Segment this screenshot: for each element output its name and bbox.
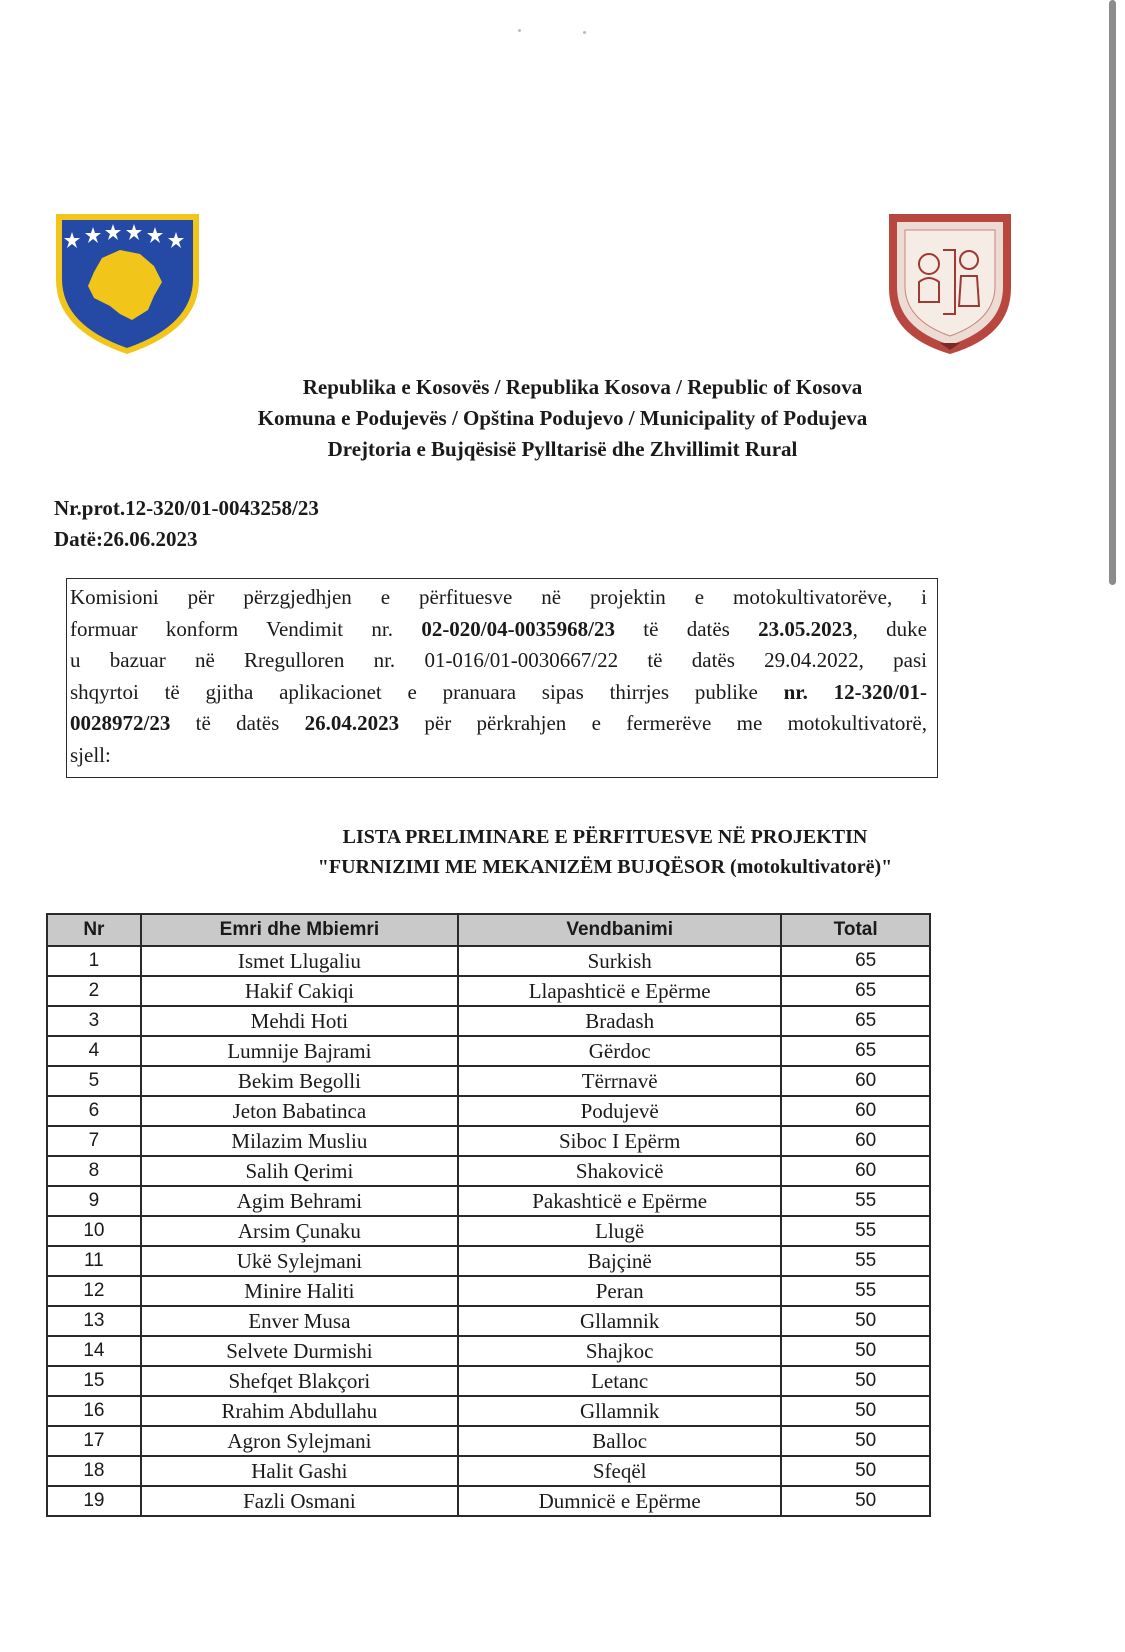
table-row [47,1366,930,1396]
cell-nr: 17 [47,1426,141,1456]
cell-residence: Tërrnavë [458,1066,781,1096]
cell-residence: Surkish [458,946,781,976]
table-row [47,1066,930,1096]
paragraph-text: formuar konform Vendimit nr. [70,616,422,641]
cell-name: Agron Sylejmani [141,1426,458,1456]
cell-total: 50 [781,1366,930,1396]
table-row [47,1096,930,1126]
cell-total: 65 [781,946,930,976]
paragraph-text: shqyrtoi të gjitha aplikacionet e pranuara sipas thirrjes publike [70,679,784,704]
list-subtitle: )" [874,856,893,878]
cell-residence: Sfeqël [458,1456,781,1486]
paragraph-text: për përkrahjen e fermerëve me motokultivatorë, [399,711,927,735]
cell-residence: Llapashticë e Epërme [458,976,781,1006]
cell-residence: Gllamnik [458,1306,781,1336]
cell-name: Halit Gashi [141,1456,458,1486]
cell-total: 50 [781,1426,930,1456]
table-row [47,1246,930,1276]
cell-nr: 7 [47,1126,141,1156]
decision-paragraph [66,578,938,778]
scan-speck [583,31,586,34]
cell-residence: Siboc I Epërm [458,1126,781,1156]
cell-name: Hakif Cakiqi [141,976,458,1006]
table-row [47,1006,930,1036]
list-title-line1: LISTA PRELIMINARE E PËRFITUESVE NË PROJEKTIN [342,826,868,848]
cell-name: Minire Haliti [141,1276,458,1306]
cell-residence: Balloc [458,1426,781,1456]
cell-name: Ismet Llugaliu [141,946,458,976]
cell-nr: 6 [47,1096,141,1126]
paragraph-line [70,677,927,709]
cell-residence: Llugë [458,1216,781,1246]
table-row [47,1456,930,1486]
cell-nr: 1 [47,946,141,976]
cell-total: 60 [781,1096,930,1126]
call-number-cont: 0028972/23 [70,711,171,735]
kosovo-coat-of-arms-icon [50,208,205,358]
cell-residence: Dumnicë e Epërme [458,1486,781,1516]
list-subtitle: "FURNIZIMI ME MEKANIZËM BUJQËSOR ( [317,856,737,878]
cell-nr: 4 [47,1036,141,1066]
document-meta [54,493,319,555]
header-directorate: Drejtoria e Bujqësisë Pylltarisë dhe Zhvillimit Rural [327,437,798,461]
protocol-number: Nr.prot.12-320/01-0043258/23 [54,496,319,520]
table-row [47,1186,930,1216]
table-row [47,1396,930,1426]
cell-total: 55 [781,1216,930,1246]
list-title [200,822,1010,882]
document-date: Datë:26.06.2023 [54,527,198,551]
column-header-name: Emri dhe Mbiemri [141,914,458,946]
cell-name: Rrahim Abdullahu [141,1396,458,1426]
cell-residence: Shakovicë [458,1156,781,1186]
cell-nr: 10 [47,1216,141,1246]
cell-name: Salih Qerimi [141,1156,458,1186]
paragraph-line [70,614,927,646]
cell-name: Ukë Sylejmani [141,1246,458,1276]
cell-total: 55 [781,1246,930,1276]
cell-nr: 18 [47,1456,141,1486]
cell-nr: 8 [47,1156,141,1186]
cell-total: 65 [781,1036,930,1066]
cell-total: 55 [781,1276,930,1306]
column-header-total: Total [781,914,930,946]
cell-nr: 16 [47,1396,141,1426]
cell-total: 65 [781,976,930,1006]
cell-nr: 12 [47,1276,141,1306]
paragraph-line: Komisioni për përzgjedhjen e përfituesve në projektin e motokultivatorëve, i [70,585,927,609]
cell-nr: 3 [47,1006,141,1036]
table-row [47,1156,930,1186]
table-row [47,1486,930,1516]
list-title-line2 [200,852,1010,882]
call-date: 26.04.2023 [304,711,400,735]
cell-total: 60 [781,1126,930,1156]
cell-residence: Shajkoc [458,1336,781,1366]
paragraph-line: sjell: [70,742,111,767]
cell-residence: Bradash [458,1006,781,1036]
cell-total: 50 [781,1336,930,1366]
document-header [0,372,1125,465]
table-body [47,946,930,1516]
call-number: nr. 12-320/01- [783,679,927,704]
cell-residence: Gllamnik [458,1396,781,1426]
decision-number: 02-020/04-0035968/23 [421,616,615,641]
cell-name: Agim Behrami [141,1186,458,1216]
cell-name: Lumnije Bajrami [141,1036,458,1066]
column-header-residence: Vendbanimi [458,914,781,946]
table-row [47,1276,930,1306]
table-row [47,1336,930,1366]
beneficiaries-table [46,913,931,1517]
cell-name: Mehdi Hoti [141,1006,458,1036]
paragraph-text: të datës [170,711,305,735]
cell-name: Enver Musa [141,1306,458,1336]
cell-name: Milazim Musliu [141,1126,458,1156]
header-republic: Republika e Kosovës / Republika Kosova / Republic of Kosova [302,375,863,399]
cell-name: Arsim Çunaku [141,1216,458,1246]
cell-residence: Bajçinë [458,1246,781,1276]
cell-residence: Peran [458,1276,781,1306]
cell-residence: Letanc [458,1366,781,1396]
table-row [47,1426,930,1456]
header-municipality: Komuna e Podujevës / Opština Podujevo / Municipality of Podujeva [257,406,868,430]
cell-nr: 11 [47,1246,141,1276]
cell-nr: 9 [47,1186,141,1216]
table-header-row [47,914,930,946]
cell-nr: 15 [47,1366,141,1396]
scan-speck [518,29,521,32]
cell-nr: 13 [47,1306,141,1336]
paragraph-line: u bazuar në Rregulloren nr. 01-016/01-0030667/22 të datës 29.04.2022, pasi [70,648,927,672]
cell-total: 65 [781,1006,930,1036]
cell-name: Selvete Durmishi [141,1336,458,1366]
cell-total: 50 [781,1486,930,1516]
table-row [47,1126,930,1156]
table-row [47,1216,930,1246]
cell-total: 60 [781,1066,930,1096]
cell-residence: Gërdoc [458,1036,781,1066]
decision-date: 23.05.2023 [758,616,853,641]
cell-total: 50 [781,1456,930,1486]
cell-nr: 2 [47,976,141,1006]
cell-nr: 19 [47,1486,141,1516]
cell-total: 60 [781,1156,930,1186]
cell-total: 55 [781,1186,930,1216]
cell-nr: 5 [47,1066,141,1096]
cell-residence: Podujevë [458,1096,781,1126]
scrollbar[interactable] [1109,0,1116,585]
paragraph-text: , duke [852,616,927,641]
list-subtitle-equipment: motokultivatorë [736,856,875,878]
podujeva-municipality-emblem-icon [885,210,1015,358]
paragraph-line [70,708,927,740]
cell-residence: Pakashticë e Epërme [458,1186,781,1216]
cell-total: 50 [781,1396,930,1426]
cell-nr: 14 [47,1336,141,1366]
column-header-nr: Nr [47,914,141,946]
cell-name: Shefqet Blakçori [141,1366,458,1396]
table-row [47,1036,930,1066]
cell-name: Bekim Begolli [141,1066,458,1096]
table-row [47,946,930,976]
cell-name: Jeton Babatinca [141,1096,458,1126]
paragraph-text: të datës [614,616,759,641]
table-row [47,1306,930,1336]
cell-name: Fazli Osmani [141,1486,458,1516]
cell-total: 50 [781,1306,930,1336]
table-row [47,976,930,1006]
